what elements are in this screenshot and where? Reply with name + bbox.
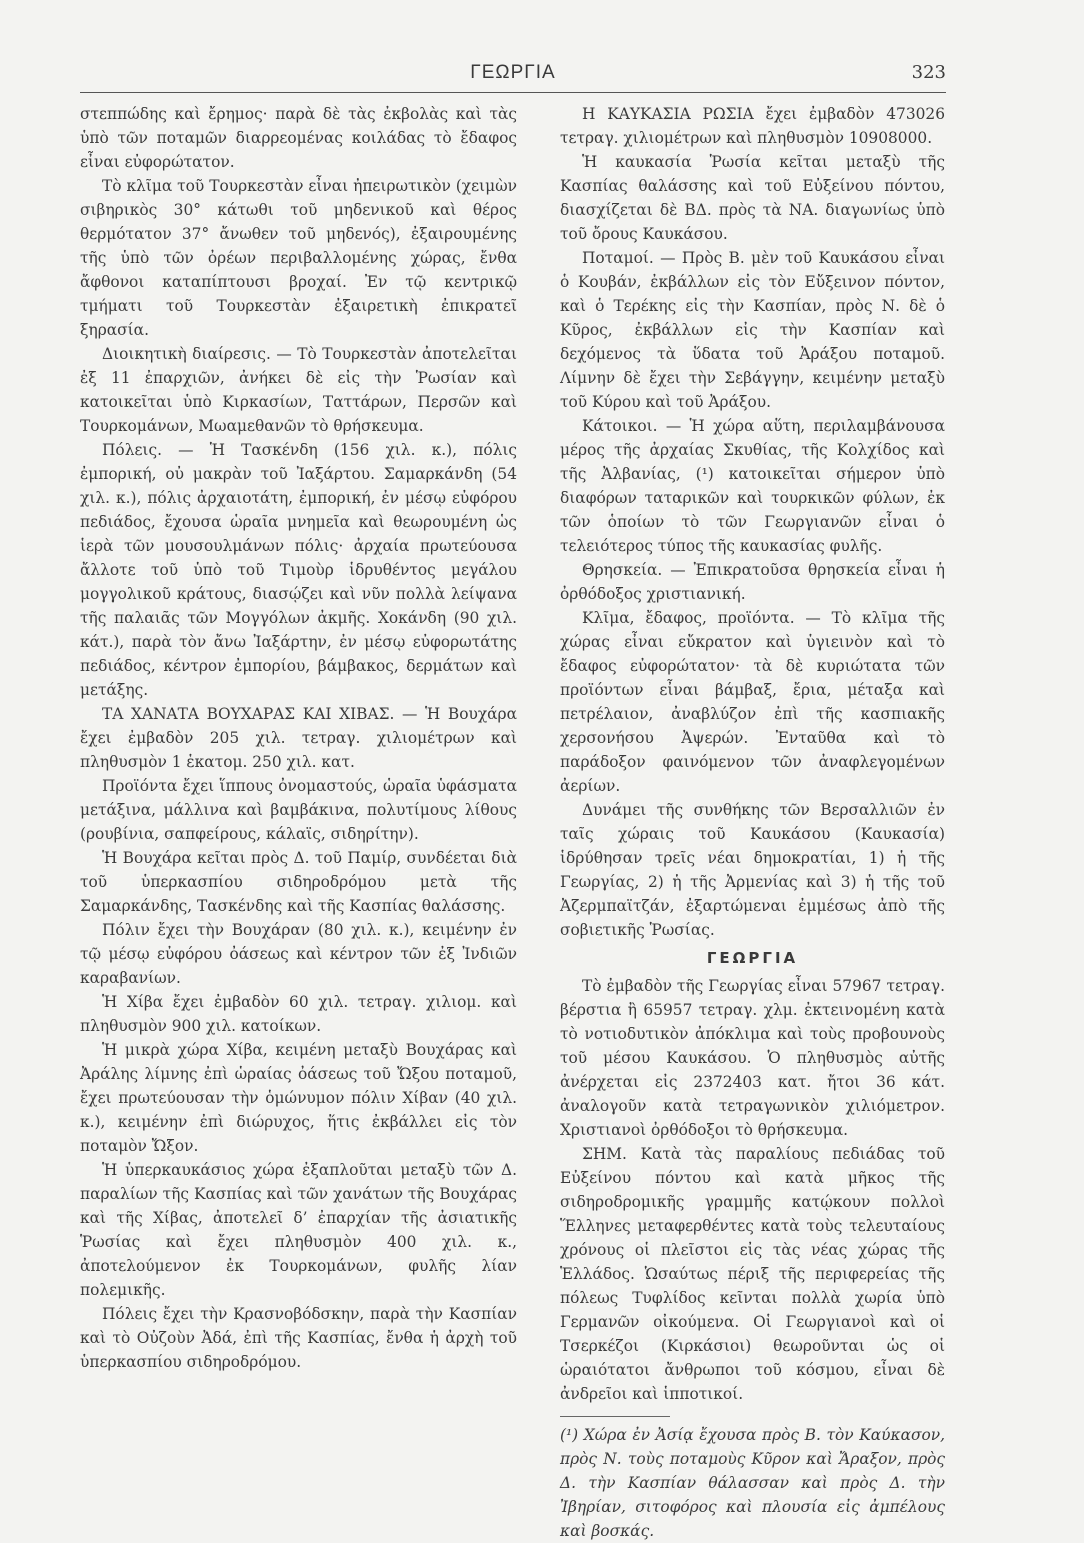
paragraph: Η ΚΑΥΚΑΣΙΑ ΡΩΣΙΑ ἔχει ἐμβαδὸν 473026 τετραγ. χιλιομέτρων καὶ πληθυσμὸν 10908000. bbox=[560, 105, 945, 147]
paragraph: ΣΗΜ. Κατὰ τὰς παραλίους πεδιάδας τοῦ Εὐξείνου πόντου καὶ κατὰ μῆκος τῆς σιδηροδρομικῆς γραμμῆς κατῴκουν πολλοὶ Ἕλληνες μεταφερθέντες κατὰ τοὺς τελευταίους χρόνους οἱ πλεῖστοι εἰς τὰς νέας χώρας τῆς Ἑλλάδος. Ὡσαύτως πέριξ τῆς περιφερείας τῆς πόλεως Τυφλίδος κεῖνται πολλὰ χωρία ὑπὸ Γερμανῶν οἰκούμενα. Οἱ Γεωργιανοὶ καὶ οἱ Τσερκέζοι (Κιρκάσιοι) θεωροῦνται ὡς οἱ ὡραιότατοι ἄνθρωποι τοῦ κόσμου, εἶναι δὲ ἀνδρεῖοι καὶ ἱπποτικοί. bbox=[560, 1145, 945, 1403]
footnote: (¹) Χώρα ἐν Ἀσίᾳ ἔχουσα πρὸς Β. τὸν Καύκασον, πρὸς Ν. τοὺς ποταμοὺς Κῦρον καὶ Ἄραξον, πρὸς Δ. τὴν Κασπίαν θάλασσαν καὶ πρὸς Δ. τὴν Ἰβηρίαν, σιτοφόρος καὶ πλουσία εἰς ἀμπέλους καὶ βοσκάς. bbox=[560, 1426, 945, 1540]
section-heading: ΓΕΩΡΓΙΑ bbox=[706, 949, 799, 967]
left-column bbox=[80, 102, 517, 1374]
page-number: 323 bbox=[911, 62, 946, 83]
paragraph: Ἡ Βουχάρα κεῖται πρὸς Δ. τοῦ Παμίρ, συνδέεται διὰ τοῦ ὑπερκασπίου σιδηροδρόμου μετὰ τῆς Σαμαρκάνδης, Τασκένδης καὶ τῆς Κασπίας θαλάσσης. bbox=[80, 849, 517, 915]
paragraph: ΤΑ ΧΑΝΑΤΑ ΒΟΥΧΑΡΑΣ ΚΑΙ ΧΙΒΑΣ. — Ἡ Βουχάρα ἔχει ἐμβαδὸν 205 χιλ. τετραγ. χιλιομέτρων καὶ πληθυσμὸν 1 ἑκατομ. 250 χιλ. κατ. bbox=[80, 705, 517, 771]
paragraph: Πόλεις ἔχει τὴν Κρασνοβόδσκην, παρὰ τὴν Κασπίαν καὶ τὸ Οὐζοὺν Ἀδά, ἐπὶ τῆς Κασπίας, ἔνθα ἡ ἀρχὴ τοῦ ὑπερκασπίου σιδηροδρόμου. bbox=[80, 1305, 517, 1371]
paragraph: Διοικητικὴ διαίρεσις. — Τὸ Τουρκεστὰν ἀποτελεῖται ἐξ 11 ἐπαρχιῶν, ἀνήκει δὲ εἰς τὴν Ῥωσίαν καὶ κατοικεῖται ὑπὸ Κιρκασίων, Ταττάρων, Περσῶν καὶ Τουρκομάνων, Μωαμεθανῶν τὸ θρήσκευμα. bbox=[80, 345, 517, 435]
paragraph: Πόλιν ἔχει τὴν Βουχάραν (80 χιλ. κ.), κειμένην ἐν τῷ μέσῳ εὐφόρου ὀάσεως καὶ κέντρον τῶν ἐξ Ἰνδιῶν καραβανίων. bbox=[80, 921, 517, 987]
paragraph: Ἡ Χίβα ἔχει ἐμβαδὸν 60 χιλ. τετραγ. χιλιομ. καὶ πληθυσμὸν 900 χιλ. κατοίκων. bbox=[80, 993, 517, 1035]
paragraph: Ἡ καυκασία Ῥωσία κεῖται μεταξὺ τῆς Κασπίας θαλάσσης καὶ τοῦ Εὐξείνου πόντου, διασχίζεται δὲ ΒΔ. πρὸς τὰ ΝΑ. διαγωνίως ὑπὸ τοῦ ὄρους Καυκάσου. bbox=[560, 153, 945, 243]
paragraph: στεππώδης καὶ ἔρημος· παρὰ δὲ τὰς ἐκβολὰς καὶ τὰς ὑπὸ τῶν ποταμῶν διαρρεομένας κοιλάδας τὸ ἔδαφος εἶναι εὐφορώτατον. bbox=[80, 105, 517, 171]
paragraph: Τὸ κλῖμα τοῦ Τουρκεστὰν εἶναι ἠπειρωτικὸν (χειμὼν σιβηρικὸς 30° κάτωθι τοῦ μηδενικοῦ καὶ θέρος θερμότατον 37° ἄνωθεν τοῦ μηδενός), ἐξαιρουμένης τῆς ὑπὸ τῶν ὀρέων περιβαλλομένης χώρας, ἔνθα ἄφθονοι καταπίπτουσι βροχαί. Ἐν τῷ κεντρικῷ τμήματι τοῦ Τουρκεστὰν ἐξαιρετικὴ ἐπικρατεῖ ξηρασία. bbox=[80, 177, 517, 339]
paragraph: Ἡ ὑπερκαυκάσιος χώρα ἐξαπλοῦται μεταξὺ τῶν Δ. παραλίων τῆς Κασπίας καὶ τῶν χανάτων τῆς Βουχάρας καὶ τῆς Χίβας, ἀποτελεῖ δ’ ἐπαρχίαν τῆς ἀσιατικῆς Ῥωσίας καὶ ἔχει πληθυσμὸν 400 χιλ. κ., ἀποτελούμενον ἐκ Τουρκομάνων, φυλῆς λίαν πολεμικῆς. bbox=[80, 1161, 517, 1299]
paragraph: Δυνάμει τῆς συνθήκης τῶν Βερσαλλιῶν ἐν ταῖς χώραις τοῦ Καυκάσου (Καυκασία) ἱδρύθησαν τρεῖς νέαι δημοκρατίαι, 1) ἡ τῆς Γεωργίας, 2) ἡ τῆς Ἀρμενίας καὶ 3) ἡ τῆς τοῦ Ἀζερμπαϊτζάν, ἐξαρτώμεναι ἐμμέσως ἀπὸ τῆς σοβιετικῆς Ῥωσίας. bbox=[560, 801, 945, 939]
header-rule bbox=[80, 92, 946, 93]
paragraph: Πόλεις. — Ἡ Τασκένδη (156 χιλ. κ.), πόλις ἐμπορική, οὐ μακρὰν τοῦ Ἰαξάρτου. Σαμαρκάνδη (54 χιλ. κ.), πόλις ἀρχαιοτάτη, ἐμπορική, ἐν μέσῳ εὐφόρου πεδιάδος, ἔχουσα ὡραῖα μνημεῖα καὶ θεωρουμένη ὡς ἱερὰ τῶν μουσουλμάνων πόλις· ἀρχαία πρωτεύουσα ἄλλοτε τοῦ ὑπὸ τοῦ Τιμοὺρ ἱδρυθέντος μεγάλου μογγολικοῦ κράτους, διασῴζει καὶ νῦν πολλὰ λείψανα τῆς παλαιᾶς τῶν Μογγόλων ἀκμῆς. Χοκάνδη (90 χιλ. κάτ.), παρὰ τὸν ἄνω Ἰαξάρτην, ἐν μέσῳ εὐφορωτάτης πεδιάδος, κέντρον ἐμπορίου, βάμβακος, δερμάτων καὶ μετάξης. bbox=[80, 441, 517, 699]
paragraph: Τὸ ἐμβαδὸν τῆς Γεωργίας εἶναι 57967 τετραγ. βέρστια ἢ 65957 τετραγ. χλμ. ἐκτεινομένη κατὰ τὸ νοτιοδυτικὸν ἀπόκλιμα καὶ τοὺς προβουνοὺς τοῦ μέσου Καυκάσου. Ὁ πληθυσμὸς αὐτῆς ἀνέρχεται εἰς 2372403 κατ. ἤτοι 36 κάτ. ἀναλογοῦν κατὰ τετραγωνικὸν χιλιόμετρον. Χριστιανοὶ ὀρθόδοξοι τὸ θρήσκευμα. bbox=[560, 977, 945, 1139]
paragraph: Προϊόντα ἔχει ἵππους ὀνομαστούς, ὡραῖα ὑφάσματα μετάξινα, μάλλινα καὶ βαμβάκινα, πολυτίμους λίθους (ρουβίνια, σαπφείρους, κάλαϊς, σιδηρίτην). bbox=[80, 777, 517, 843]
running-title: ΓΕΩΡΓΙΑ bbox=[470, 62, 556, 83]
paragraph: Κλῖμα, ἔδαφος, προϊόντα. — Τὸ κλῖμα τῆς χώρας εἶναι εὔκρατον καὶ ὑγιεινὸν καὶ τὸ ἔδαφος εὐφορώτατον· τὰ δὲ κυριώτατα τῶν προϊόντων εἶναι βάμβαξ, ἔρια, μέταξα καὶ πετρέλαιον, ἀναβλύζον ἐπὶ τῆς κασπιακῆς χερσονήσου Ἀψερών. Ἐνταῦθα καὶ τὸ παράδοξον φαινόμενον τῶν ἀναφλεγομένων ἀερίων. bbox=[560, 609, 945, 795]
footnote-rule bbox=[560, 1416, 670, 1417]
paragraph: Θρησκεία. — Ἐπικρατοῦσα θρησκεία εἶναι ἡ ὀρθόδοξος χριστιανική. bbox=[560, 561, 945, 603]
right-column bbox=[560, 102, 945, 1543]
page-header bbox=[80, 62, 946, 88]
paragraph: Ἡ μικρὰ χώρα Χίβα, κειμένη μεταξὺ Βουχάρας καὶ Ἀράλης λίμνης ἐπὶ ὡραίας ὀάσεως τοῦ Ὤξου ποταμοῦ, ἔχει πρωτεύουσαν τὴν ὁμώνυμον πόλιν Χίβαν (40 χιλ. κ.), κειμένην ἐπὶ διώρυχος, ἥτις ἐκβάλλει εἰς τὸν ποταμὸν Ὤξον. bbox=[80, 1041, 517, 1155]
paragraph: Ποταμοί. — Πρὸς Β. μὲν τοῦ Καυκάσου εἶναι ὁ Κουβάν, ἐκβάλλων εἰς τὸν Εὔξεινον πόντον, καὶ ὁ Τερέκης εἰς τὴν Κασπίαν, πρὸς Ν. δὲ ὁ Κῦρος, ἐκβάλλων εἰς τὴν Κασπίαν καὶ δεχόμενος τὰ ὕδατα τοῦ Ἀράξου ποταμοῦ. Λίμνην δὲ ἔχει τὴν Σεβάγγην, κειμένην μεταξὺ τοῦ Κύρου καὶ τοῦ Ἀράξου. bbox=[560, 249, 945, 411]
paragraph: Κάτοικοι. — Ἡ χώρα αὕτη, περιλαμβάνουσα μέρος τῆς ἀρχαίας Σκυθίας, τῆς Κολχίδος καὶ τῆς Ἀλβανίας, (¹) κατοικεῖται σήμερον ὑπὸ διαφόρων ταταρικῶν καὶ τουρκικῶν φύλων, ἐκ τῶν ὁποίων τὸ τῶν Γεωργιανῶν εἶναι ὁ τελειότερος τύπος τῆς καυκασίας φυλῆς. bbox=[560, 417, 945, 555]
